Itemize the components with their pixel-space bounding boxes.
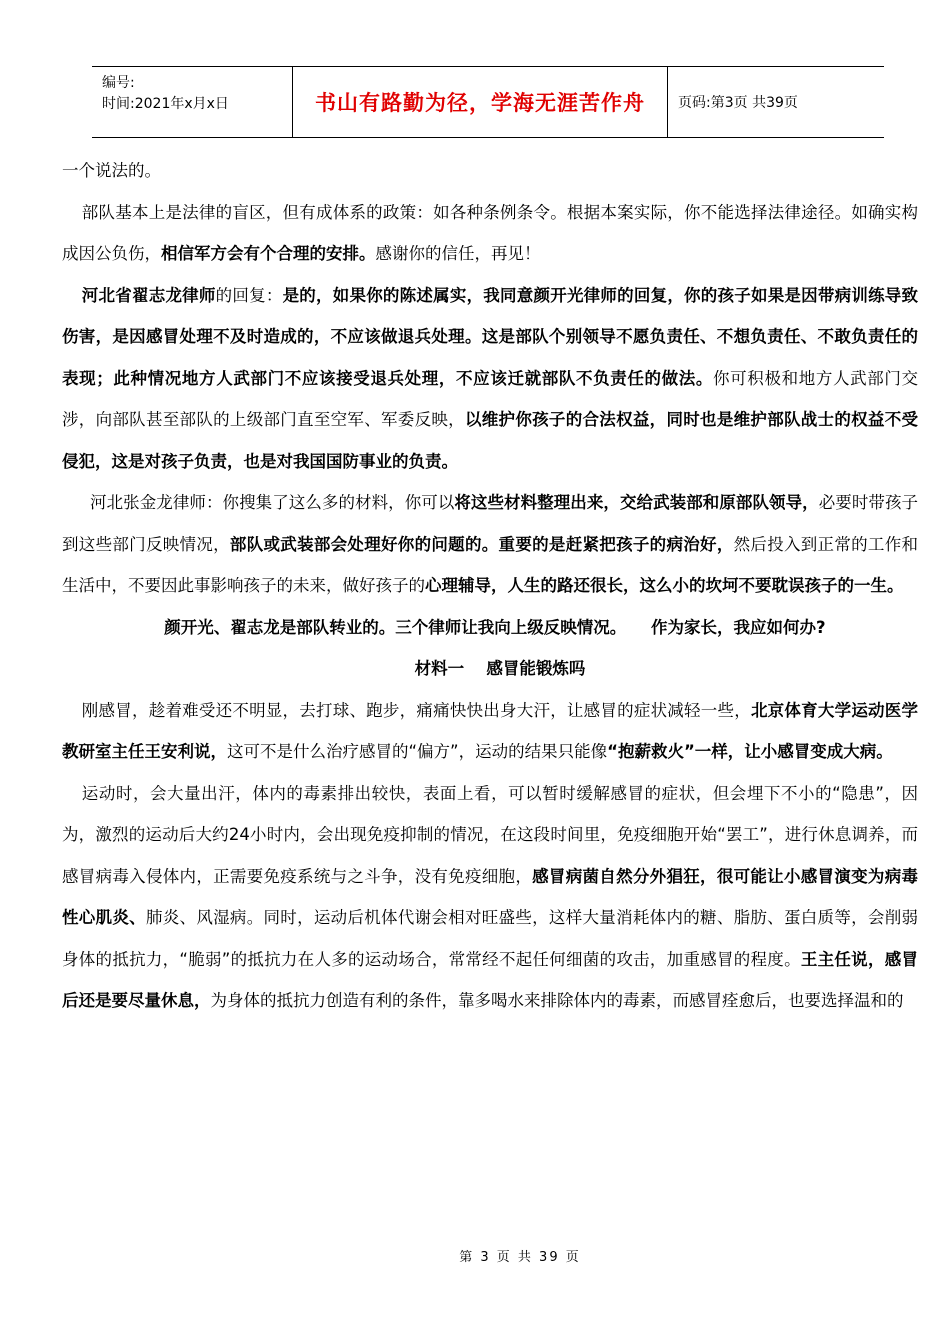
text-segment: 你搜集了这么多的材料，你可以 xyxy=(222,493,455,512)
header-meta xyxy=(92,67,292,137)
paragraph-2 xyxy=(62,192,918,275)
text-segment: 肺炎、风湿病。同时，运动后机体代谢会相对旺盛些，这样大量消耗体内的糖、脂肪、蛋白质等，会削弱身体的抵抗力，“脆弱”的抵抗力在人多的运动场合，常常经不起任何细菌的攻击，加重感冒的程度。 xyxy=(62,908,919,969)
paragraph-4 xyxy=(62,482,918,607)
text-segment: 一个说法的。 xyxy=(62,161,161,180)
text-segment: 是的，如果你的陈述属实，我同意颜开光律师的回复，你的孩子如果是因带病训练导致伤害，是因感冒处理不及时造成的，不应该做退兵处理。这是部队个别领导不愿负责任、不想负责任、不敢负责任的表现；此种情况地方人武部门不应该接受退兵处理，不应该迁就部队不负责任的做法。 xyxy=(62,285,919,388)
text-segment: 部队基本上是法律的盲区，但有成体系的政策：如各种条例条令。根据本案实际，你不能选择法律途径。如确实构成因公负伤， xyxy=(62,202,918,263)
text-segment: 材料一 感冒能锻炼吗 xyxy=(414,659,586,678)
text-segment: 将这些材料整理出来，交给武装部和原部队领导， xyxy=(454,493,819,512)
text-segment: 河北张金龙律师： xyxy=(90,493,223,512)
text-segment: 必要时带孩子到这些部门反映情况， xyxy=(62,493,919,554)
paragraph-7 xyxy=(62,773,918,1022)
text-segment: 王主任说，感冒后还是要尽量休息， xyxy=(62,949,918,1010)
text-segment: 运动时，会大量出汗，体内的毒素排出较快，表面上看，可以暂时缓解感冒的症状，但会埋下不小的“隐患”，因为，激烈的运动后大约24小时内，会出现免疫抑制的情况，在这段时间里，免疫细胞开始“罢工”，进行休息调养，而感冒病毒入侵体内，正需要免疫系统与之斗争，没有免疫细胞， xyxy=(62,783,918,886)
document-header xyxy=(92,66,884,138)
text-segment: 作为家长，我应如何办? xyxy=(651,617,826,637)
header-page-label: 页码:第3页 共39页 xyxy=(678,95,798,111)
text-segment: 以维护你孩子的合法权益，同时也是维护部队战士的权益不受侵犯，这是对孩子负责，也是对我国国防事业的负责。 xyxy=(62,410,919,471)
text-segment: 刚感冒，趁着难受还不明显，去打球、跑步，痛痛快快出身大汗，让感冒的症状减轻一些， xyxy=(81,700,751,720)
text-segment: 感冒病菌自然分外猖狂，很可能让小感冒演变为病毒性心肌炎、 xyxy=(62,866,919,927)
paragraph-6 xyxy=(62,690,918,773)
header-number-label: 编号: xyxy=(102,75,135,91)
text-segment: 河北省翟志龙律师 xyxy=(81,285,216,305)
paragraph-5 xyxy=(62,607,918,649)
text-segment: 你可积极和地方人武部门交涉，向部队甚至部队的上级部门直至空军、军委反映， xyxy=(62,368,919,429)
text-segment: 北京体育大学运动医学教研室主任王安利说， xyxy=(62,700,919,761)
text-segment: 为身体的抵抗力创造有利的条件，靠多喝水来排除体内的毒素，而感冒痊愈后，也要选择温和的 xyxy=(210,991,904,1010)
paragraph-3 xyxy=(62,275,918,483)
paragraph-1 xyxy=(62,150,918,192)
text-segment: 相信军方会有个合理的安排。 xyxy=(161,244,376,263)
text-segment: 然后投入到正常的工作和生活中，不要因此事影响孩子的未来，做好孩子的 xyxy=(62,534,919,595)
document-body xyxy=(62,150,918,1022)
text-segment: 心理辅导，人生的路还很长，这么小的坎坷不要耽误孩子的一生。 xyxy=(425,576,904,595)
text-segment: 部队或武装部会处理好你的问题的。重要的是赶紧把孩子的病治好， xyxy=(229,534,734,554)
text-segment xyxy=(618,618,651,637)
text-segment: 的回复： xyxy=(215,285,283,305)
text-segment: “抱薪救火”一样，让小感冒变成大病。 xyxy=(607,742,893,761)
header-time-label: 时间:2021年x月x日 xyxy=(102,96,229,112)
header-motto: 书山有路勤为径，学海无涯苦作舟 xyxy=(292,67,668,137)
text-segment: 这可不是什么治疗感冒的“偏方”，运动的结果只能像 xyxy=(227,742,608,761)
text-segment: 感谢你的信任，再见！ xyxy=(375,244,541,263)
page-footer: 第 3 页 共 39 页 xyxy=(459,1250,581,1265)
section-heading xyxy=(62,648,918,690)
text-segment: 颜开光、翟志龙是部队转业的。三个律师让我向上级反映情况。 xyxy=(164,617,619,637)
